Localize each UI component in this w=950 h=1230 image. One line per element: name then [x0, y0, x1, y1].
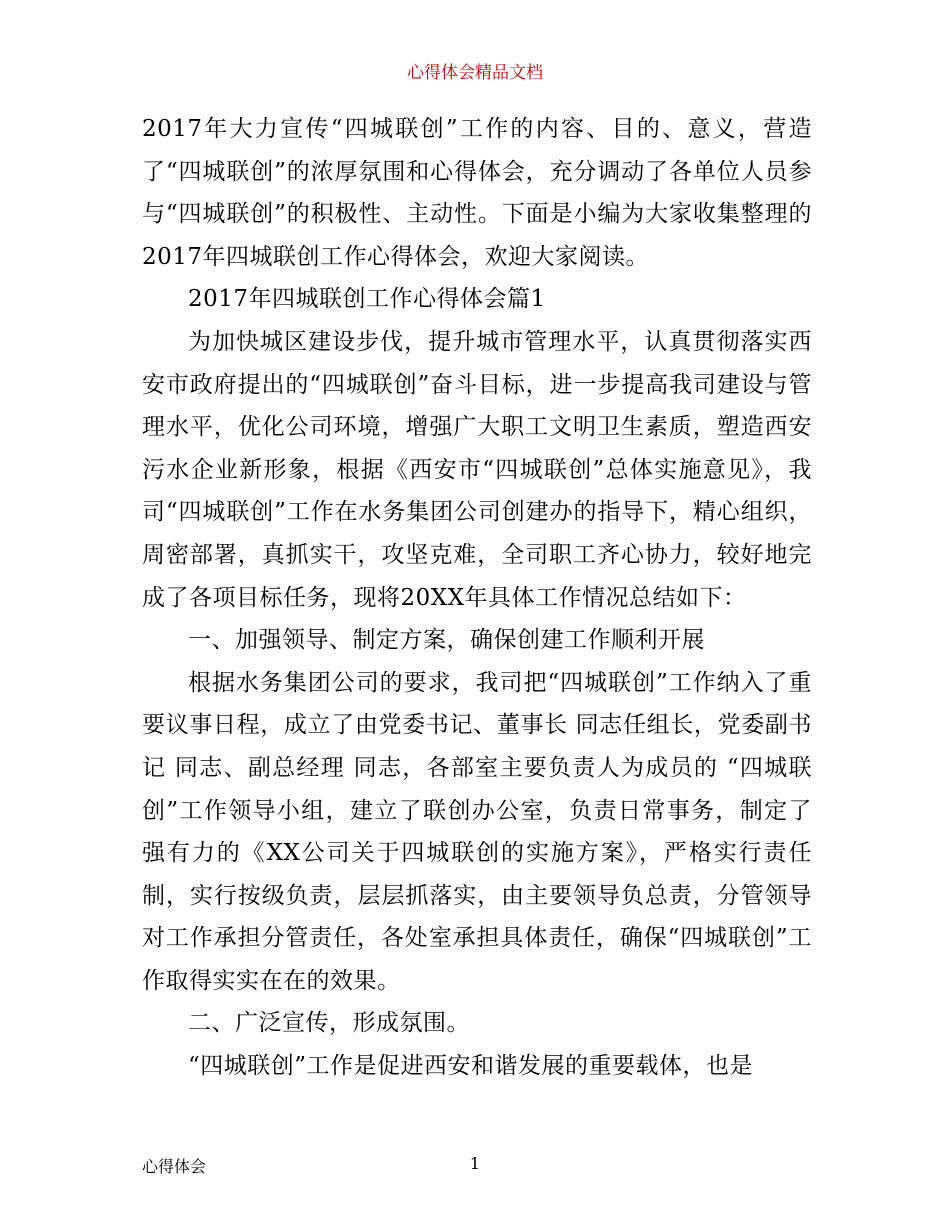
document-body	[142, 108, 812, 1088]
section-heading-1: 一、加强领导、制定方案，确保创建工作顺利开展	[188, 627, 705, 654]
body-paragraph: “四城联创”工作是促进西安和谐发展的重要载体，也是	[188, 1053, 754, 1080]
page-header-title: 心得体会精品文档	[407, 63, 543, 83]
body-paragraph: 为加快城区建设步伐，提升城市管理水平，认真贯彻落实西安市政府提出的“四城联创”奋斗目标，进一步提高我司建设与管理水平，优化公司环境，增强广大职工文明卫生素质，塑造西安污水企业新形象，根据《西安市“四城联创”总体实施意见》，我司“四城联创”工作在水务集团公司创建办的指导下，精心组织，周密部署，真抓实干，攻坚克难，全司职工齐心协力，较好地完成了各项目标任务，现将20XX年具体工作情况总结如下：	[142, 328, 812, 611]
page-number: 1	[469, 1154, 481, 1173]
intro-paragraph: 2017年大力宣传“四城联创”工作的内容、目的、意义，营造了“四城联创”的浓厚氛围和心得体会，充分调动了各单位人员参与“四城联创”的积极性、主动性。下面是小编为大家收集整理的2017年四城联创工作心得体会，欢迎大家阅读。	[142, 116, 812, 270]
section-heading-2: 二、广泛宣传，形成氛围。	[188, 1010, 470, 1037]
section-title: 2017年四城联创工作心得体会篇1	[188, 286, 546, 313]
footer-label: 心得体会	[142, 1157, 207, 1176]
body-paragraph: 根据水务集团公司的要求，我司把“四城联创”工作纳入了重要议事日程，成立了由党委书记、董事长 同志任组长，党委副书记 同志、副总经理 同志，各部室主要负责人为成员的 “四城联创”工作领导小组，建立了联创办公室，负责日常事务，制定了强有力的《XX公司关于四城联创的实施方案》，严格实行责任制，实行按级负责，层层抓落实，由主要领导负总责，分管领导对工作承担分管责任，各处室承担具体责任，确保“四城联创”工作取得实实在在的效果。	[142, 669, 812, 994]
